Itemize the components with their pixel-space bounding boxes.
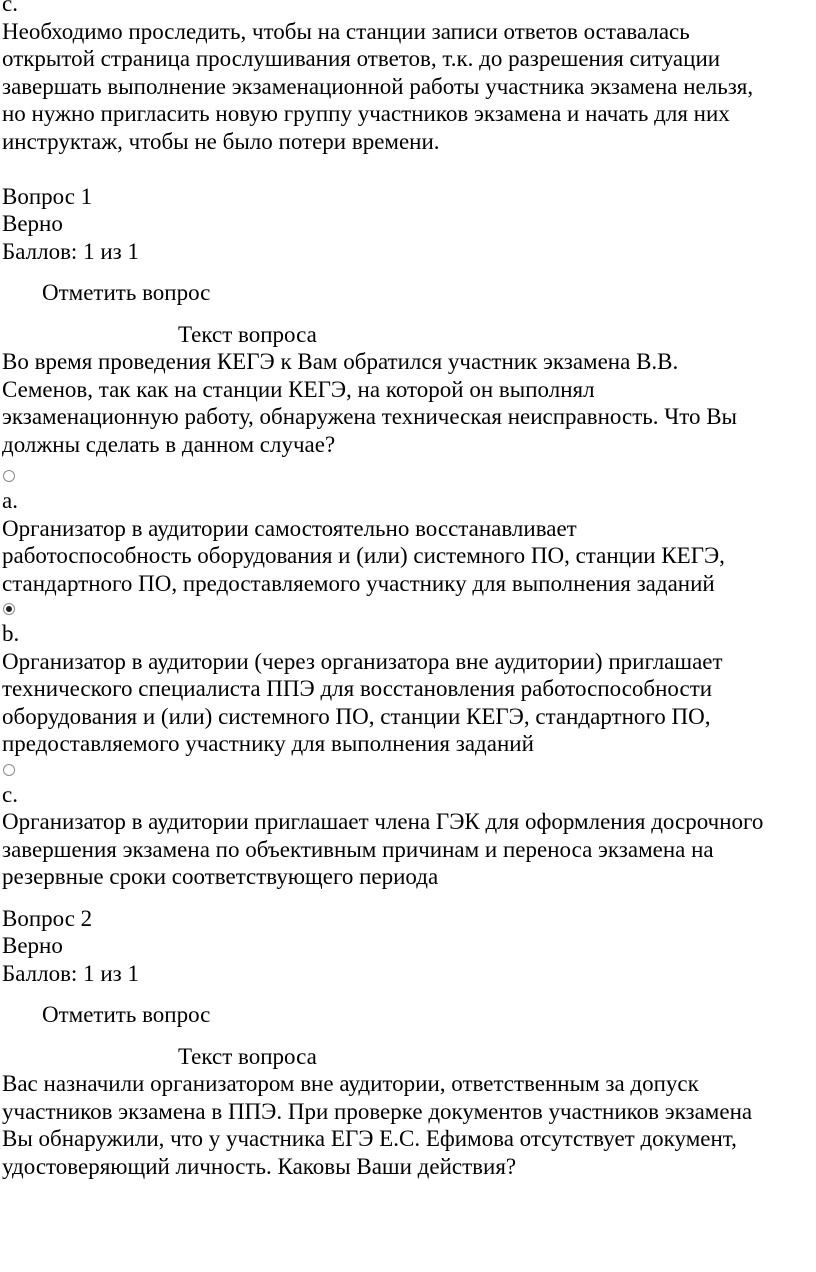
question-text-label: Текст вопроса: [178, 321, 317, 347]
question-text-line: Во время проведения КЕГЭ к Вам обратился участник экзамена В.В.: [2, 349, 679, 374]
option-text-line: технического специалиста ППЭ для восстановления работоспособности: [2, 676, 713, 701]
option-text-line: резервные сроки соответствующего периода: [2, 864, 439, 889]
question-text-line: экзаменационную работу, обнаружена техническая неисправность. Что Вы: [2, 404, 737, 429]
question-score: Баллов: 1 из 1: [2, 238, 139, 264]
question-number: Вопрос 2: [2, 905, 93, 931]
question-text-line: Вы обнаружили, что у участника ЕГЭ Е.С. Ефимова отсутствует документ,: [2, 1126, 737, 1151]
radio-button-a[interactable]: [3, 470, 15, 482]
previous-answer-c: [2, 0, 816, 155]
option-text-line: стандартного ПО, предоставляемого участнику для выполнения заданий: [2, 570, 715, 596]
option-text-line: Организатор в аудитории самостоятельно восстанавливает: [2, 515, 577, 541]
answer-text-line: но нужно пригласить новую группу участников экзамена и начать для них: [2, 101, 730, 126]
quiz-review-page: [2, 0, 816, 1180]
flag-question-link[interactable]: Отметить вопрос: [42, 280, 211, 305]
question-text-label: Текст вопроса: [178, 1043, 317, 1069]
question-status: Верно: [2, 211, 63, 236]
radio-button-c[interactable]: [3, 764, 15, 776]
question-text-line: удостоверяющий личность. Каковы Ваши действия?: [2, 1153, 517, 1179]
answer-option-a[interactable]: [2, 470, 816, 597]
option-text-line: оборудования и (или) системного ПО, станции КЕГЭ, стандартного ПО,: [2, 703, 711, 729]
option-text-line: Организатор в аудитории (через организатора вне аудитории) приглашает: [2, 648, 723, 674]
option-text-line: Организатор в аудитории приглашает члена ГЭК для оформления досрочного: [2, 809, 764, 834]
flag-question-link[interactable]: Отметить вопрос: [42, 1002, 211, 1027]
question-number: Вопрос 1: [2, 183, 93, 209]
option-letter: a.: [2, 488, 18, 513]
question-text-line: Семенов, так как на станции КЕГЭ, на которой он выполнял: [2, 376, 595, 402]
answer-text-line: завершать выполнение экзаменационной работы участника экзамена нельзя,: [2, 73, 754, 99]
option-letter: c.: [2, 781, 18, 807]
question-text-line: должны сделать в данном случае?: [2, 431, 336, 457]
question-text-line: участников экзамена в ППЭ. При проверке документов участников экзамена: [2, 1098, 753, 1124]
radio-button-b-selected[interactable]: [3, 603, 15, 615]
answer-text-line: открытой страница прослушивания ответов, т.к. до разрешения ситуации: [2, 46, 721, 71]
question-status: Верно: [2, 933, 63, 958]
question-2: [2, 905, 816, 1181]
question-text-line: Вас назначили организатором вне аудитории, ответственным за допуск: [2, 1071, 699, 1096]
option-text-line: работоспособность оборудования и (или) системного ПО, станции КЕГЭ,: [2, 543, 725, 568]
answer-option-b[interactable]: [2, 603, 816, 758]
question-score: Баллов: 1 из 1: [2, 960, 139, 986]
option-text-line: предоставляемого участнику для выполнения заданий: [2, 731, 534, 756]
answer-text-line: Необходимо проследить, чтобы на станции записи ответов оставалась: [2, 18, 690, 44]
option-text-line: завершения экзамена по объективным причинам и переноса экзамена на: [2, 836, 714, 862]
answer-option-c[interactable]: [2, 764, 816, 891]
answer-text-line: инструктаж, чтобы не было потери времени.: [2, 128, 440, 154]
option-letter: b.: [2, 621, 20, 646]
option-letter: c.: [2, 0, 18, 16]
question-1: [2, 183, 816, 891]
